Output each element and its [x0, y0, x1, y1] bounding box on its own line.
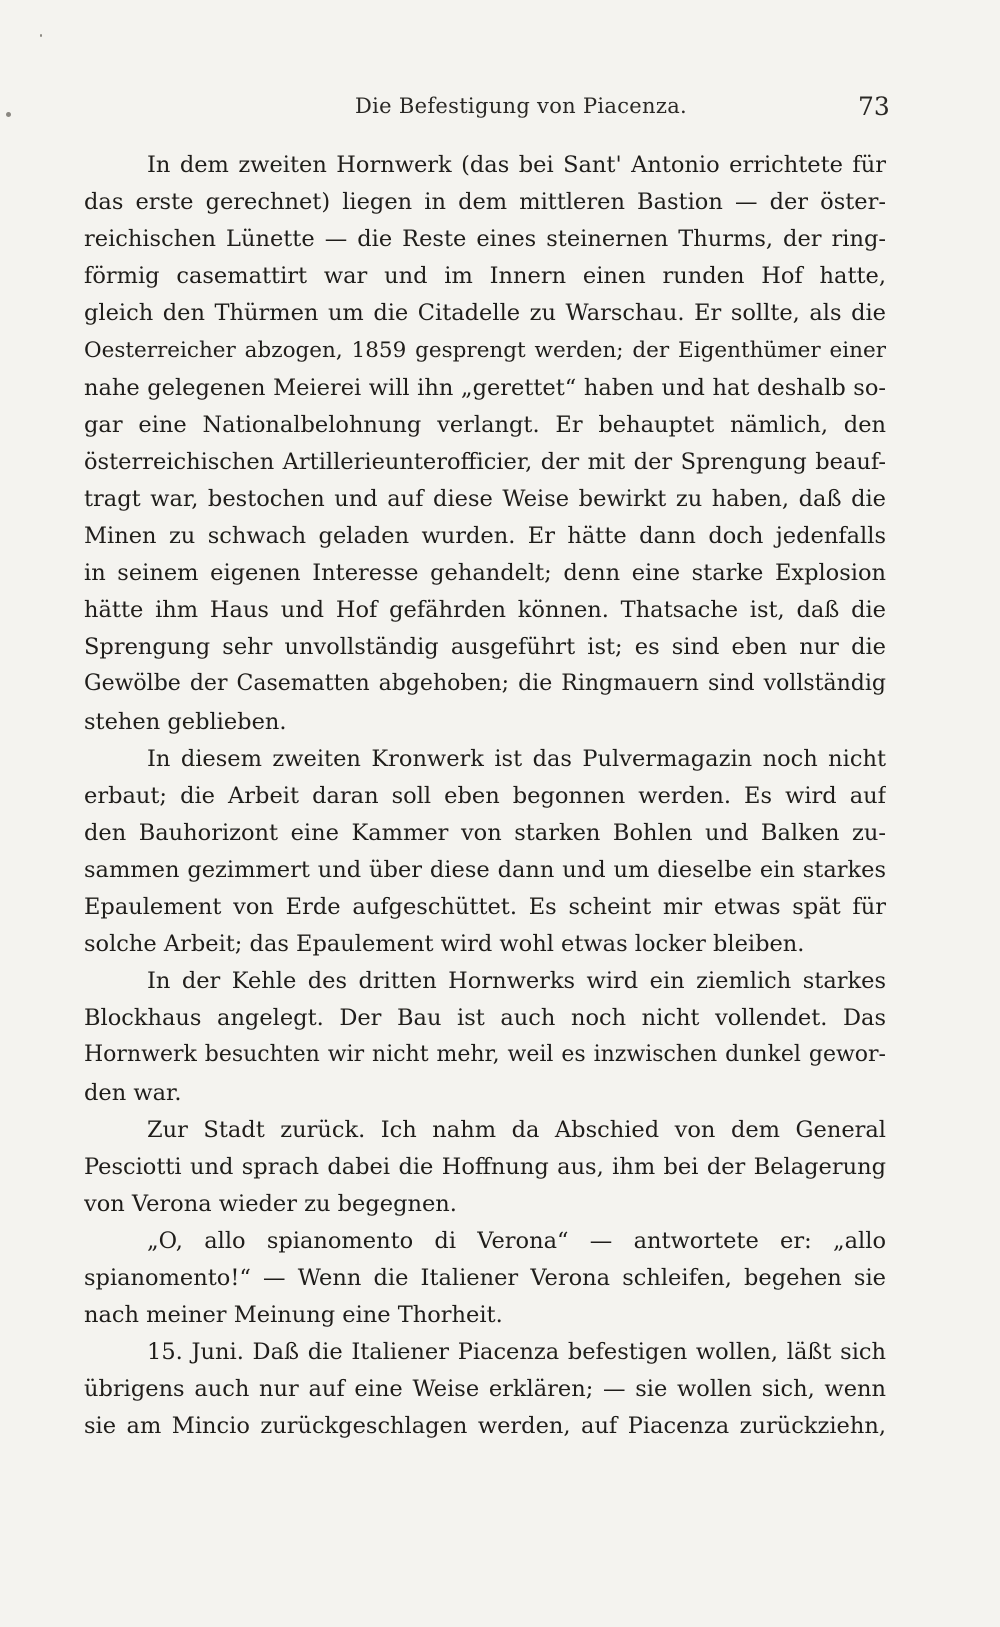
text-line: gleich den Thürmen um die Citadelle zu Warschau. Er sollte, als die	[84, 300, 886, 327]
text-line: In diesem zweiten Kronwerk ist das Pulvermagazin noch nicht	[147, 745, 886, 772]
text-line: von Verona wieder zu begegnen.	[84, 1190, 457, 1217]
text-line: Epaulement von Erde aufgeschüttet. Es scheint mir etwas spät für	[84, 894, 886, 920]
text-line: sie am Mincio zurückgeschlagen werden, auf Piacenza zurückziehn,	[84, 1413, 886, 1440]
text-line: das erste gerechnet) liegen in dem mittleren Bastion — der öster-	[84, 189, 886, 216]
paper-speck	[6, 112, 11, 117]
text-line: Hornwerk besuchten wir nicht mehr, weil es inzwischen dunkel gewor-	[84, 1042, 886, 1068]
text-line: Pesciotti und sprach dabei die Hoffnung aus, ihm bei der Belagerung	[84, 1153, 886, 1180]
text-line: den war.	[84, 1079, 182, 1106]
page-number: 73	[858, 92, 890, 121]
text-line: österreichischen Artillerieunterofficier, der mit der Sprengung beauf-	[84, 448, 886, 475]
text-line: In dem zweiten Hornwerk (das bei Sant' Antonio errichtete für	[147, 152, 886, 178]
text-line: sammen gezimmert und über diese dann und um dieselbe ein starkes	[84, 856, 886, 883]
text-line: Oesterreicher abzogen, 1859 gesprengt werden; der Eigenthümer einer	[84, 337, 886, 363]
text-line: 15. Juni. Daß die Italiener Piacenza befestigen wollen, läßt sich	[147, 1339, 886, 1366]
text-line: Zur Stadt zurück. Ich nahm da Abschied von dem General	[147, 1116, 886, 1143]
text-line: den Bauhorizont eine Kammer von starken Bohlen und Balken zu-	[84, 819, 886, 846]
text-line: In der Kehle des dritten Hornwerks wird ein ziemlich starkes	[147, 968, 886, 995]
running-title: Die Befestigung von Piacenza.	[355, 94, 688, 118]
text-line: förmig casemattirt war und im Innern einen runden Hof hatte,	[84, 263, 886, 290]
text-line: hätte ihm Haus und Hof gefährden können. Thatsache ist, daß die	[84, 597, 886, 624]
text-line: gar eine Nationalbelohnung verlangt. Er behauptet nämlich, den	[84, 411, 886, 438]
text-line: in seinem eigenen Interesse gehandelt; denn eine starke Explosion	[84, 560, 886, 587]
text-line: „O, allo spianomento di Verona“ — antwortete er: „allo	[147, 1227, 886, 1254]
text-line: Sprengung sehr unvollständig ausgeführt ist; es sind eben nur die	[84, 634, 886, 661]
text-line: spianomento!“ — Wenn die Italiener Verona schleifen, begehen sie	[84, 1265, 886, 1291]
text-line: erbaut; die Arbeit daran soll eben begonnen werden. Es wird auf	[84, 782, 886, 809]
text-line: Minen zu schwach geladen wurden. Er hätte dann doch jedenfalls	[84, 523, 886, 549]
text-line: stehen geblieben.	[84, 708, 287, 735]
text-line: tragt war, bestochen und auf diese Weise bewirkt zu haben, daß die	[84, 485, 886, 512]
text-line: solche Arbeit; das Epaulement wird wohl etwas locker bleiben.	[84, 931, 805, 958]
text-line: übrigens auch nur auf eine Weise erklären; — sie wollen sich, wenn	[84, 1376, 886, 1403]
text-line: nach meiner Meinung eine Thorheit.	[84, 1302, 503, 1329]
paper-speck	[40, 34, 42, 37]
text-line: reichischen Lünette — die Reste eines steinernen Thurms, der ring-	[84, 226, 886, 253]
text-line: Gewölbe der Casematten abgehoben; die Ringmauern sind vollständig	[84, 671, 886, 697]
text-line: nahe gelegenen Meierei will ihn „gerettet“ haben und hat deshalb so-	[84, 374, 886, 401]
text-line: Blockhaus angelegt. Der Bau ist auch noch nicht vollendet. Das	[84, 1005, 886, 1032]
